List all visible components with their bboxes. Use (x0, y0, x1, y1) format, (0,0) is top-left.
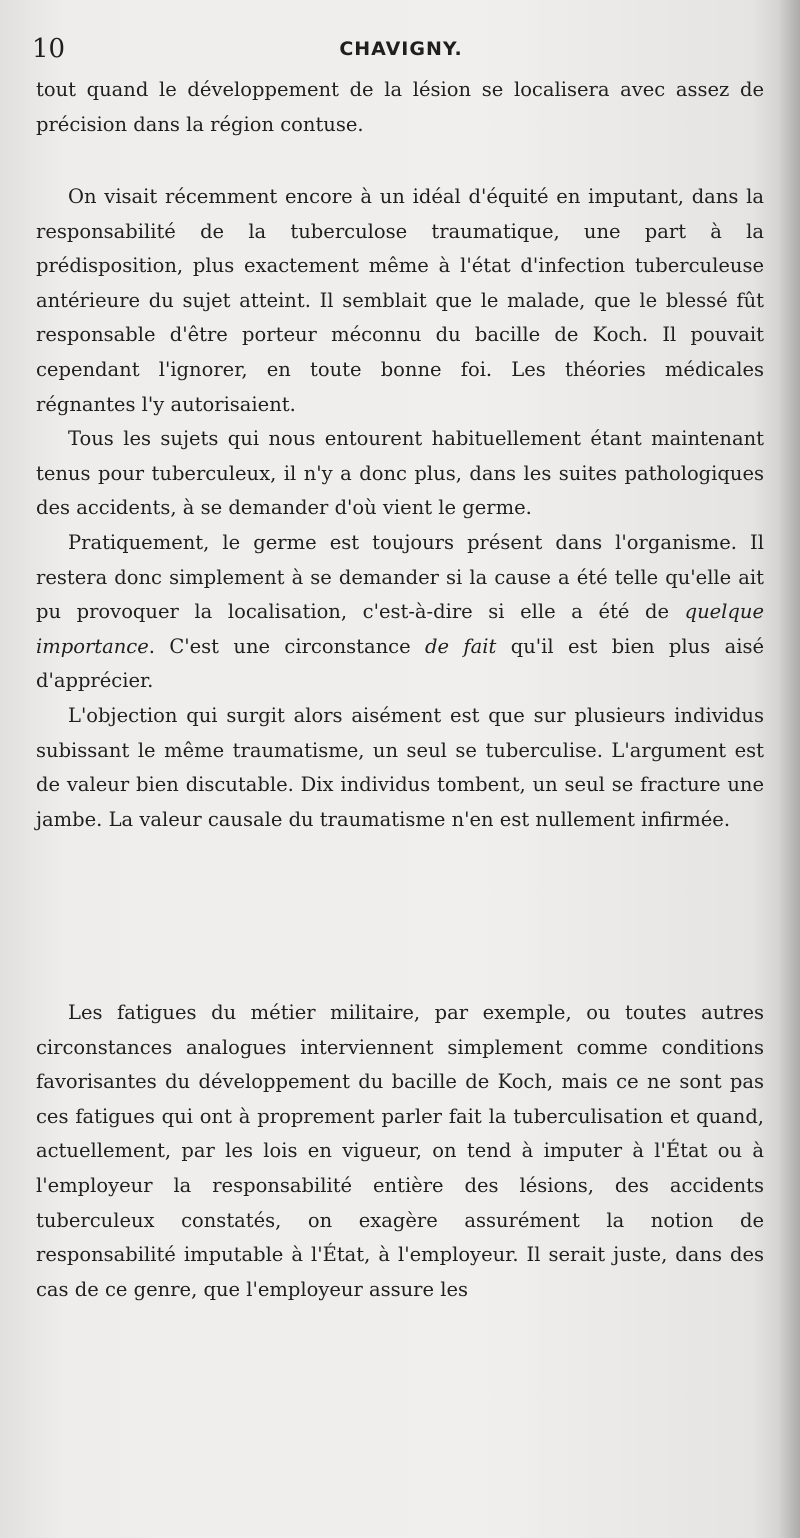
italic-phrase-fait: de fait (425, 634, 497, 658)
paragraph-6: Les fatigues du métier militaire, par exemple, ou toutes autres circonstances analogues interviennent simplement comme conditions favorisantes du développement du bacille de Koch, mais ce ne sont pas ces fatigues qui ont à proprement parler fait la tuberculisation et quand, actuellement, par les lois en vigueur, on tend à imputer à l'État ou à l'employeur la responsabilité entière des lésions, des accidents tuberculeux constatés, on exagère assurément la notion de responsabilité imputable à l'État, à l'employeur. Il serait juste, dans des cas de ce genre, que l'employeur assure les (36, 1001, 764, 1301)
paragraph-2: On visait récemment encore à un idéal d'équité en imputant, dans la responsabilité de la tuberculose traumatique, une part à la prédisposition, plus exactement même à l'état d'infection tuberculeuse antérieure du sujet atteint. Il semblait que le malade, que le blessé fût responsable d'être porteur méconnu du bacille de Koch. Il pouvait cependant l'ignorer, en toute bonne foi. Les théories médicales régnantes l'y autorisaient. (36, 185, 764, 416)
paragraph-4-text-middle: . C'est une circonstance (148, 634, 425, 658)
italic-phrase-importance: quelque importance (36, 600, 764, 658)
paragraph-1: tout quand le développement de la lésion se localisera avec assez de précision dans la région contuse. (36, 78, 764, 136)
running-head: CHAVIGNY. (339, 38, 463, 60)
text-block-bottom (36, 996, 764, 1307)
text-block-top (36, 73, 764, 142)
paragraph-4-text-end: qu'il est bien plus aisé d'apprécier. (36, 634, 764, 693)
page-gutter-shadow (778, 0, 800, 1538)
paragraph-4-text-start: Pratiquement, le germe est toujours présent dans l'organisme. Il restera donc simplement à se demander si la cause a été telle qu'elle ait pu provoquer la localisation, c'est-à-dire si elle a été de (36, 530, 764, 624)
page-header (32, 34, 760, 70)
paragraph-3: Tous les sujets qui nous entourent habituellement étant maintenant tenus pour tuberculeux, il n'y a donc plus, dans les suites pathologiques des accidents, à se demander d'où vient le germe. (36, 427, 764, 520)
text-block-middle (36, 180, 764, 837)
page-number: 10 (32, 34, 66, 64)
paragraph-5: L'objection qui surgit alors aisément est que sur plusieurs individus subissant le même traumatisme, un seul se tuberculise. L'argument est de valeur bien discutable. Dix individus tombent, un seul se fracture une jambe. La valeur causale du traumatisme n'en est nullement infirmée. (36, 703, 764, 831)
paragraph-4 (36, 526, 764, 699)
